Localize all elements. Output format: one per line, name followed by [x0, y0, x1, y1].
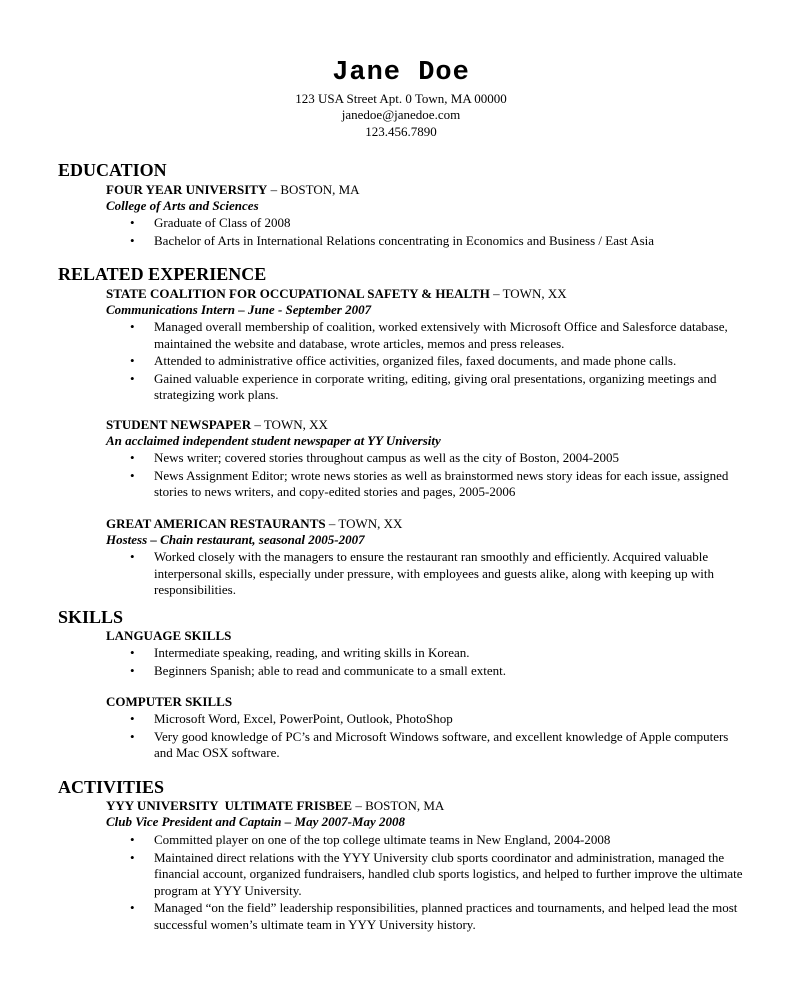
list-item: • Worked closely with the managers to ensure the restaurant ran smoothly and efficiently. Acquired valuable interpersonal skills, especially under pressure, with employees and guests alike, along with keeping up with responsibilities.	[130, 549, 750, 599]
education-org	[106, 182, 360, 198]
list-item: • Beginners Spanish; able to read and communicate to a small extent.	[130, 663, 750, 680]
experience-org-name: STUDENT NEWSPAPER	[106, 417, 252, 432]
skills-heading: SKILLS	[58, 607, 124, 627]
computer-skills-title: COMPUTER SKILLS	[106, 694, 233, 709]
activities-heading: ACTIVITIES	[58, 777, 165, 797]
list-item: • Intermediate speaking, reading, and writing skills in Korean.	[130, 645, 750, 662]
list-item: • Managed “on the field” leadership responsibilities, planned practices and tournaments, and helped lead the most successful women’s ultimate team in YYY University history.	[130, 900, 750, 933]
list-item: • Managed overall membership of coalition, worked extensively with Microsoft Office and Salesforce database, maintained the website and database, wrote articles, memos and press releases.	[130, 319, 750, 352]
experience-bullets-1	[130, 319, 750, 405]
education-location: – BOSTON, MA	[267, 182, 360, 197]
language-skills-bullets	[130, 645, 750, 680]
experience-role-3: Hostess – Chain restaurant, seasonal 2005-2007	[106, 532, 365, 547]
language-skills-title: LANGUAGE SKILLS	[106, 628, 232, 643]
activities-bullets	[130, 832, 750, 934]
email: janedoe@janedoe.com	[341, 107, 461, 122]
activities-org-name: YYY UNIVERSITY ULTIMATE FRISBEE	[106, 798, 353, 813]
experience-org-name: STATE COALITION FOR OCCUPATIONAL SAFETY & HEALTH	[106, 286, 490, 301]
list-item: • Gained valuable experience in corporate writing, editing, giving oral presentations, organizing meetings and strategizing work plans.	[130, 371, 750, 404]
experience-org-1	[106, 286, 567, 302]
list-item: • Bachelor of Arts in International Relations concentrating in Economics and Business / East Asia	[130, 233, 750, 250]
list-item: • News writer; covered stories throughout campus as well as the city of Boston, 2004-2005	[130, 450, 750, 467]
experience-location: – TOWN, XX	[325, 516, 403, 531]
experience-role-1: Communications Intern – June - September 2007	[106, 302, 372, 317]
education-heading: EDUCATION	[58, 160, 167, 180]
phone: 123.456.7890	[365, 124, 437, 139]
candidate-name: Jane Doe	[332, 58, 470, 88]
experience-bullets-3	[130, 549, 750, 600]
list-item: • Graduate of Class of 2008	[130, 215, 750, 232]
computer-skills-bullets	[130, 711, 750, 763]
list-item: • News Assignment Editor; wrote news stories as well as brainstormed news story ideas for each issue, assigned stories to news writers, and copy-edited stories and pages, 2005-2006	[130, 468, 750, 501]
education-org-name: FOUR YEAR UNIVERSITY	[106, 182, 268, 197]
list-item: • Attended to administrative office activities, organized files, faxed documents, and made phone calls.	[130, 353, 750, 370]
computer-skills	[106, 694, 232, 710]
address: 123 USA Street Apt. 0 Town, MA 00000	[295, 91, 507, 106]
experience-org-2	[106, 417, 328, 433]
experience-location: – TOWN, XX	[251, 417, 328, 432]
experience-role-2: An acclaimed independent student newspaper at YY University	[106, 433, 441, 448]
list-item: • Very good knowledge of PC’s and Microsoft Windows software, and excellent knowledge of Apple computers and Mac OSX software.	[130, 729, 750, 762]
list-item: • Microsoft Word, Excel, PowerPoint, Outlook, PhotoShop	[130, 711, 750, 728]
education-bullets	[130, 215, 750, 250]
experience-org-name: GREAT AMERICAN RESTAURANTS	[106, 516, 326, 531]
experience-org-3	[106, 516, 402, 532]
list-item: • Maintained direct relations with the YYY University club sports coordinator and administration, managed the financial account, organized fundraisers, handled club sports logistics, and helped to further improve the ultimate program at YYY University.	[130, 850, 750, 900]
activities-org	[106, 798, 444, 814]
activities-location: – BOSTON, MA	[352, 798, 445, 813]
language-skills	[106, 628, 231, 644]
education-role: College of Arts and Sciences	[106, 198, 259, 213]
experience-heading: RELATED EXPERIENCE	[58, 264, 267, 284]
activities-role: Club Vice President and Captain – May 2007-May 2008	[106, 814, 406, 829]
experience-bullets-2	[130, 450, 750, 502]
experience-location: – TOWN, XX	[489, 286, 567, 301]
list-item: • Committed player on one of the top college ultimate teams in New England, 2004-2008	[130, 832, 750, 849]
